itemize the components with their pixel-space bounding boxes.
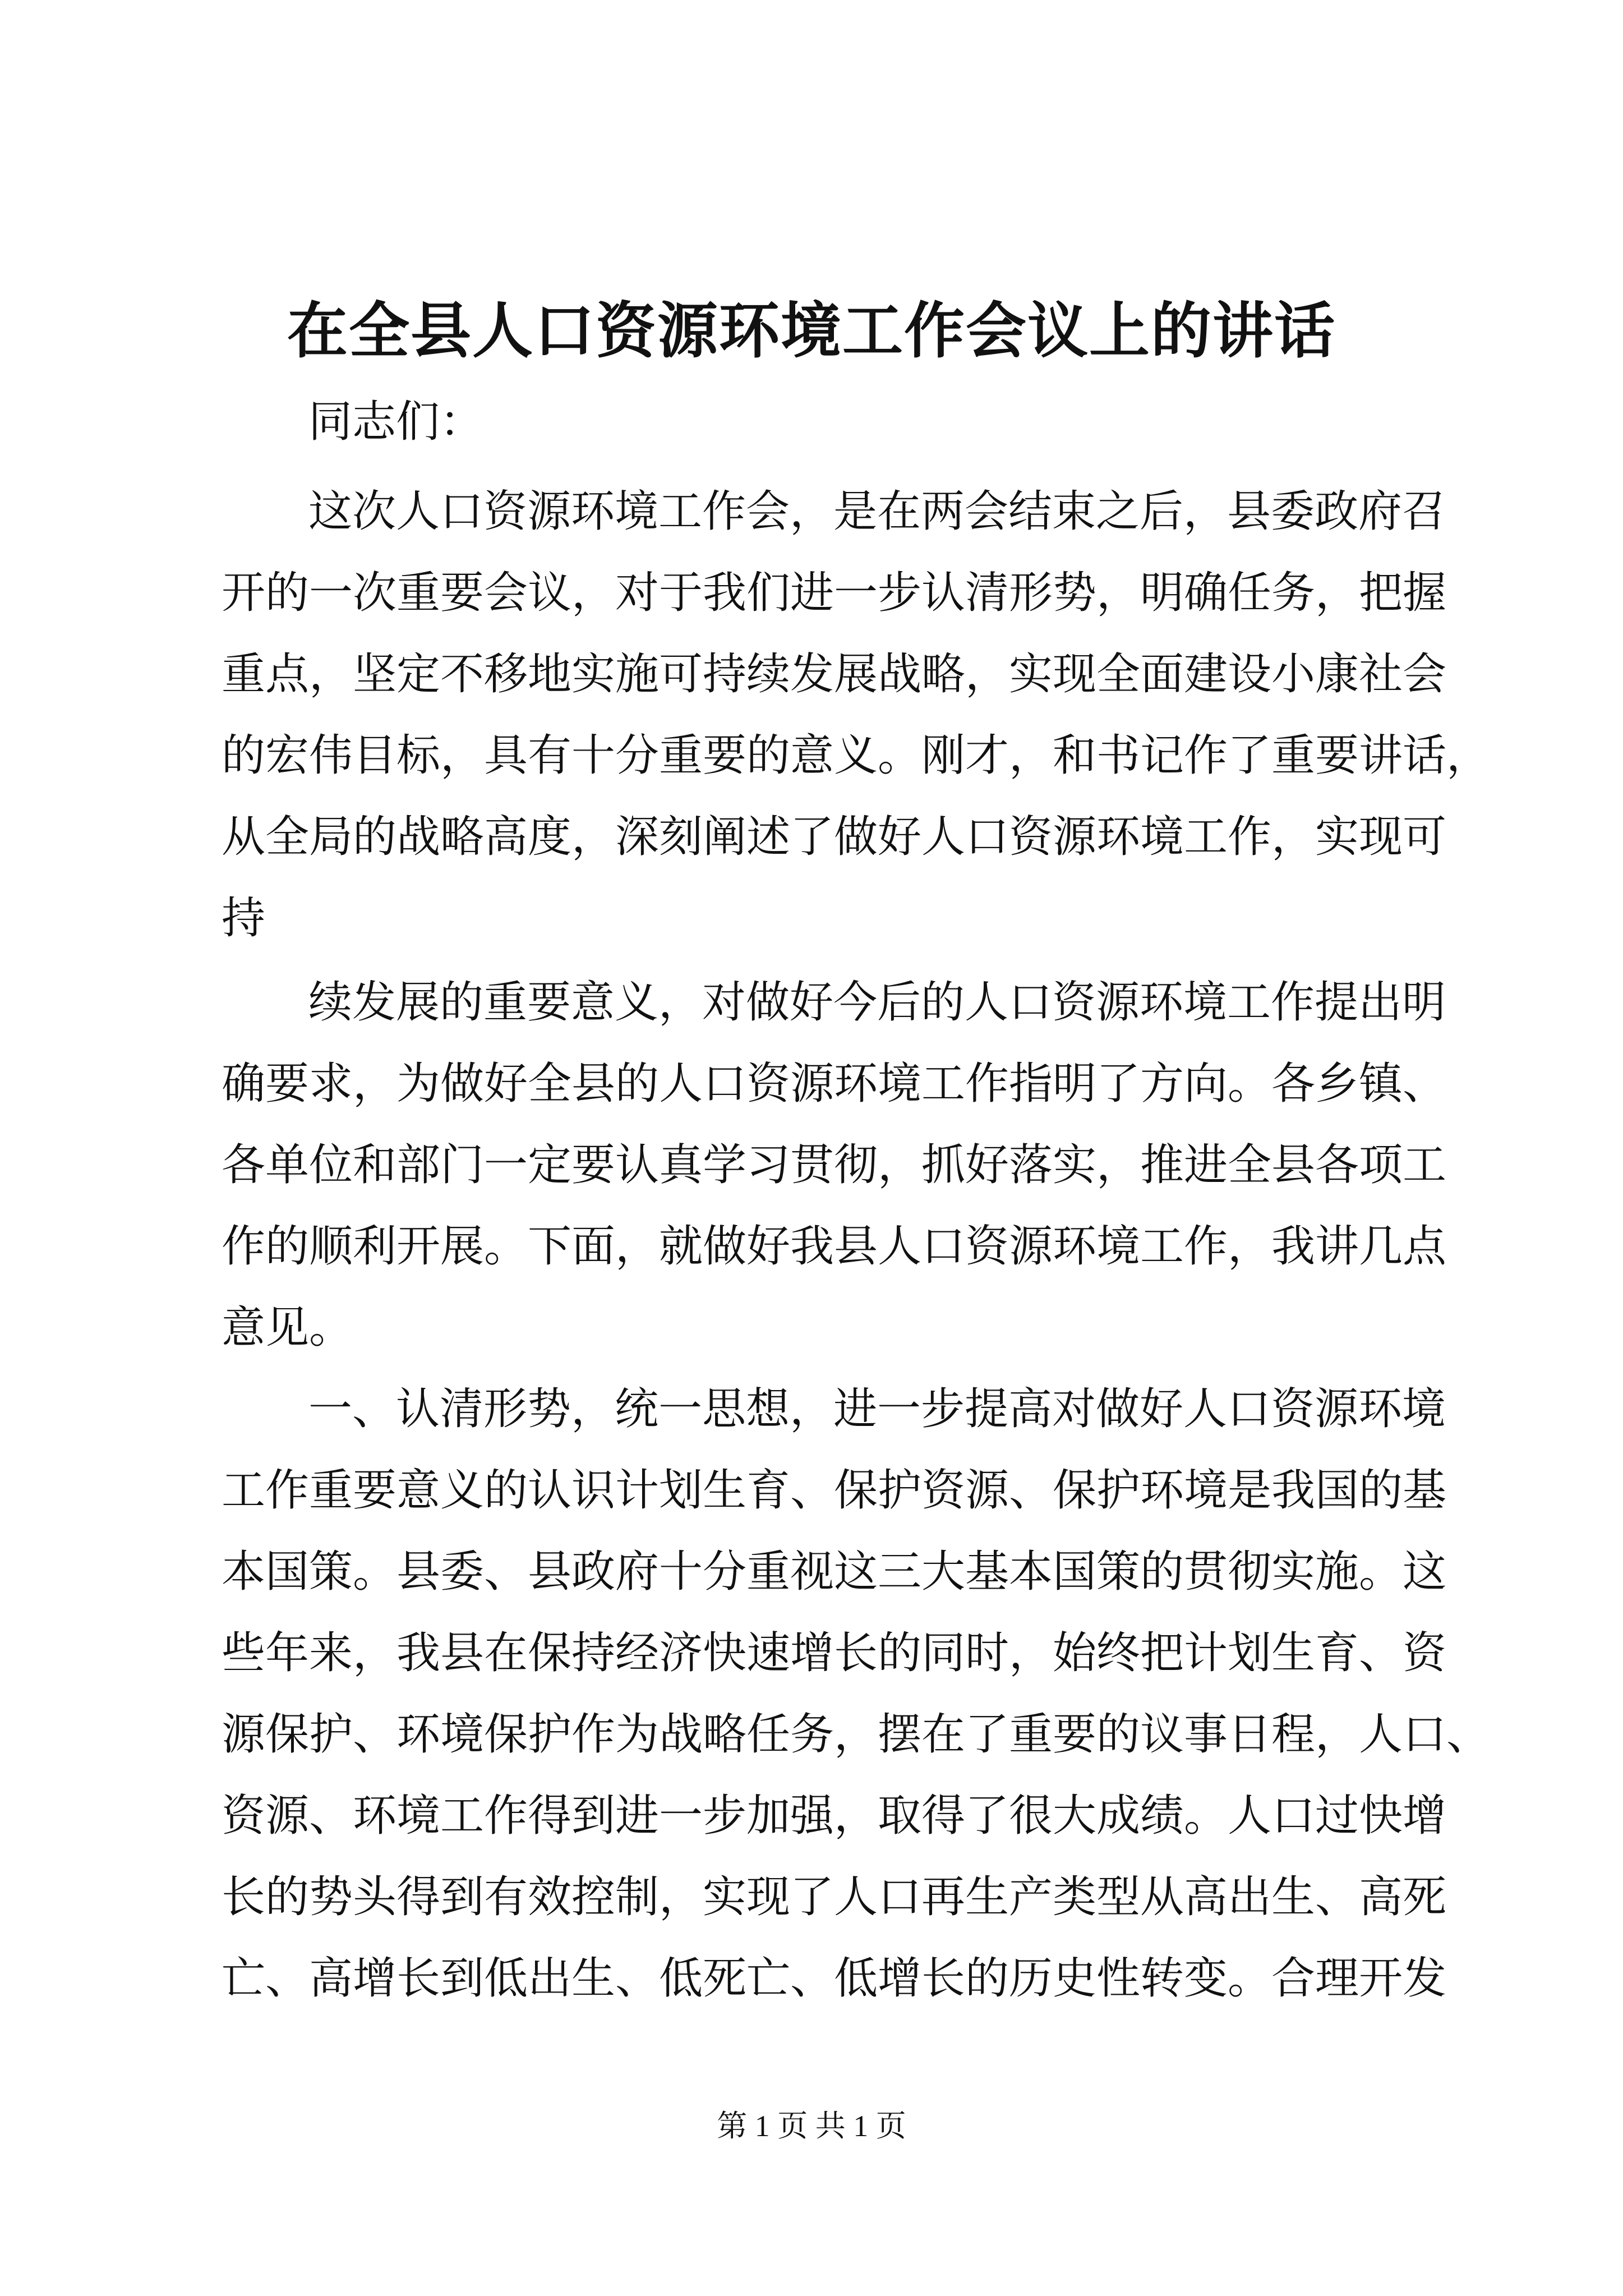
page-number-footer: 第 1 页 共 1 页 [717,2109,906,2143]
body-line: 从全局的战略高度，深刻阐述了做好人口资源环境工作，实现可 [222,812,1447,862]
body-line: 这次人口资源环境工作会，是在两会结束之后，县委政府召 [308,486,1446,537]
body-line: 的宏伟目标，具有十分重要的意义。刚才，和书记作了重要讲话， [222,730,1491,781]
body-line: 源保护、环境保护作为战略任务，摆在了重要的议事日程，人口、 [222,1709,1491,1760]
body-line: 续发展的重要意义，对做好今后的人口资源环境工作提出明 [308,977,1446,1028]
body-line: 些年来，我县在保持经济快速增长的同时，始终把计划生育、资 [222,1628,1447,1678]
document-title: 在全县人口资源环境工作会议上的讲话 [287,296,1336,366]
body-line: 持 [222,893,266,944]
body-line: 一、认清形势，统一思想，进一步提高对做好人口资源环境 [308,1384,1446,1434]
body-line: 意见。 [222,1303,353,1353]
body-line: 作的顺利开展。下面，就做好我县人口资源环境工作，我讲几点 [222,1221,1447,1272]
body-line: 本国策。县委、县政府十分重视这三大基本国策的贯彻实施。这 [222,1547,1447,1597]
body-line: 长的势头得到有效控制，实现了人口再生产类型从高出生、高死 [222,1872,1447,1922]
body-line: 确要求，为做好全县的人口资源环境工作指明了方向。各乡镇、 [222,1059,1447,1109]
body-line: 工作重要意义的认识计划生育、保护资源、保护环境是我国的基 [222,1465,1447,1516]
body-line: 亡、高增长到低出生、低死亡、低增长的历史性转变。合理开发 [222,1953,1447,2004]
body-line: 各单位和部门一定要认真学习贯彻，抓好落实，推进全县各项工 [222,1140,1447,1190]
body-line: 资源、环境工作得到进一步加强，取得了很大成绩。人口过快增 [222,1791,1447,1841]
body-line: 开的一次重要会议，对于我们进一步认清形势，明确任务，把握 [222,568,1447,618]
salutation-line: 同志们： [308,397,484,447]
body-line: 重点，坚定不移地实施可持续发展战略，实现全面建设小康社会 [222,649,1447,700]
